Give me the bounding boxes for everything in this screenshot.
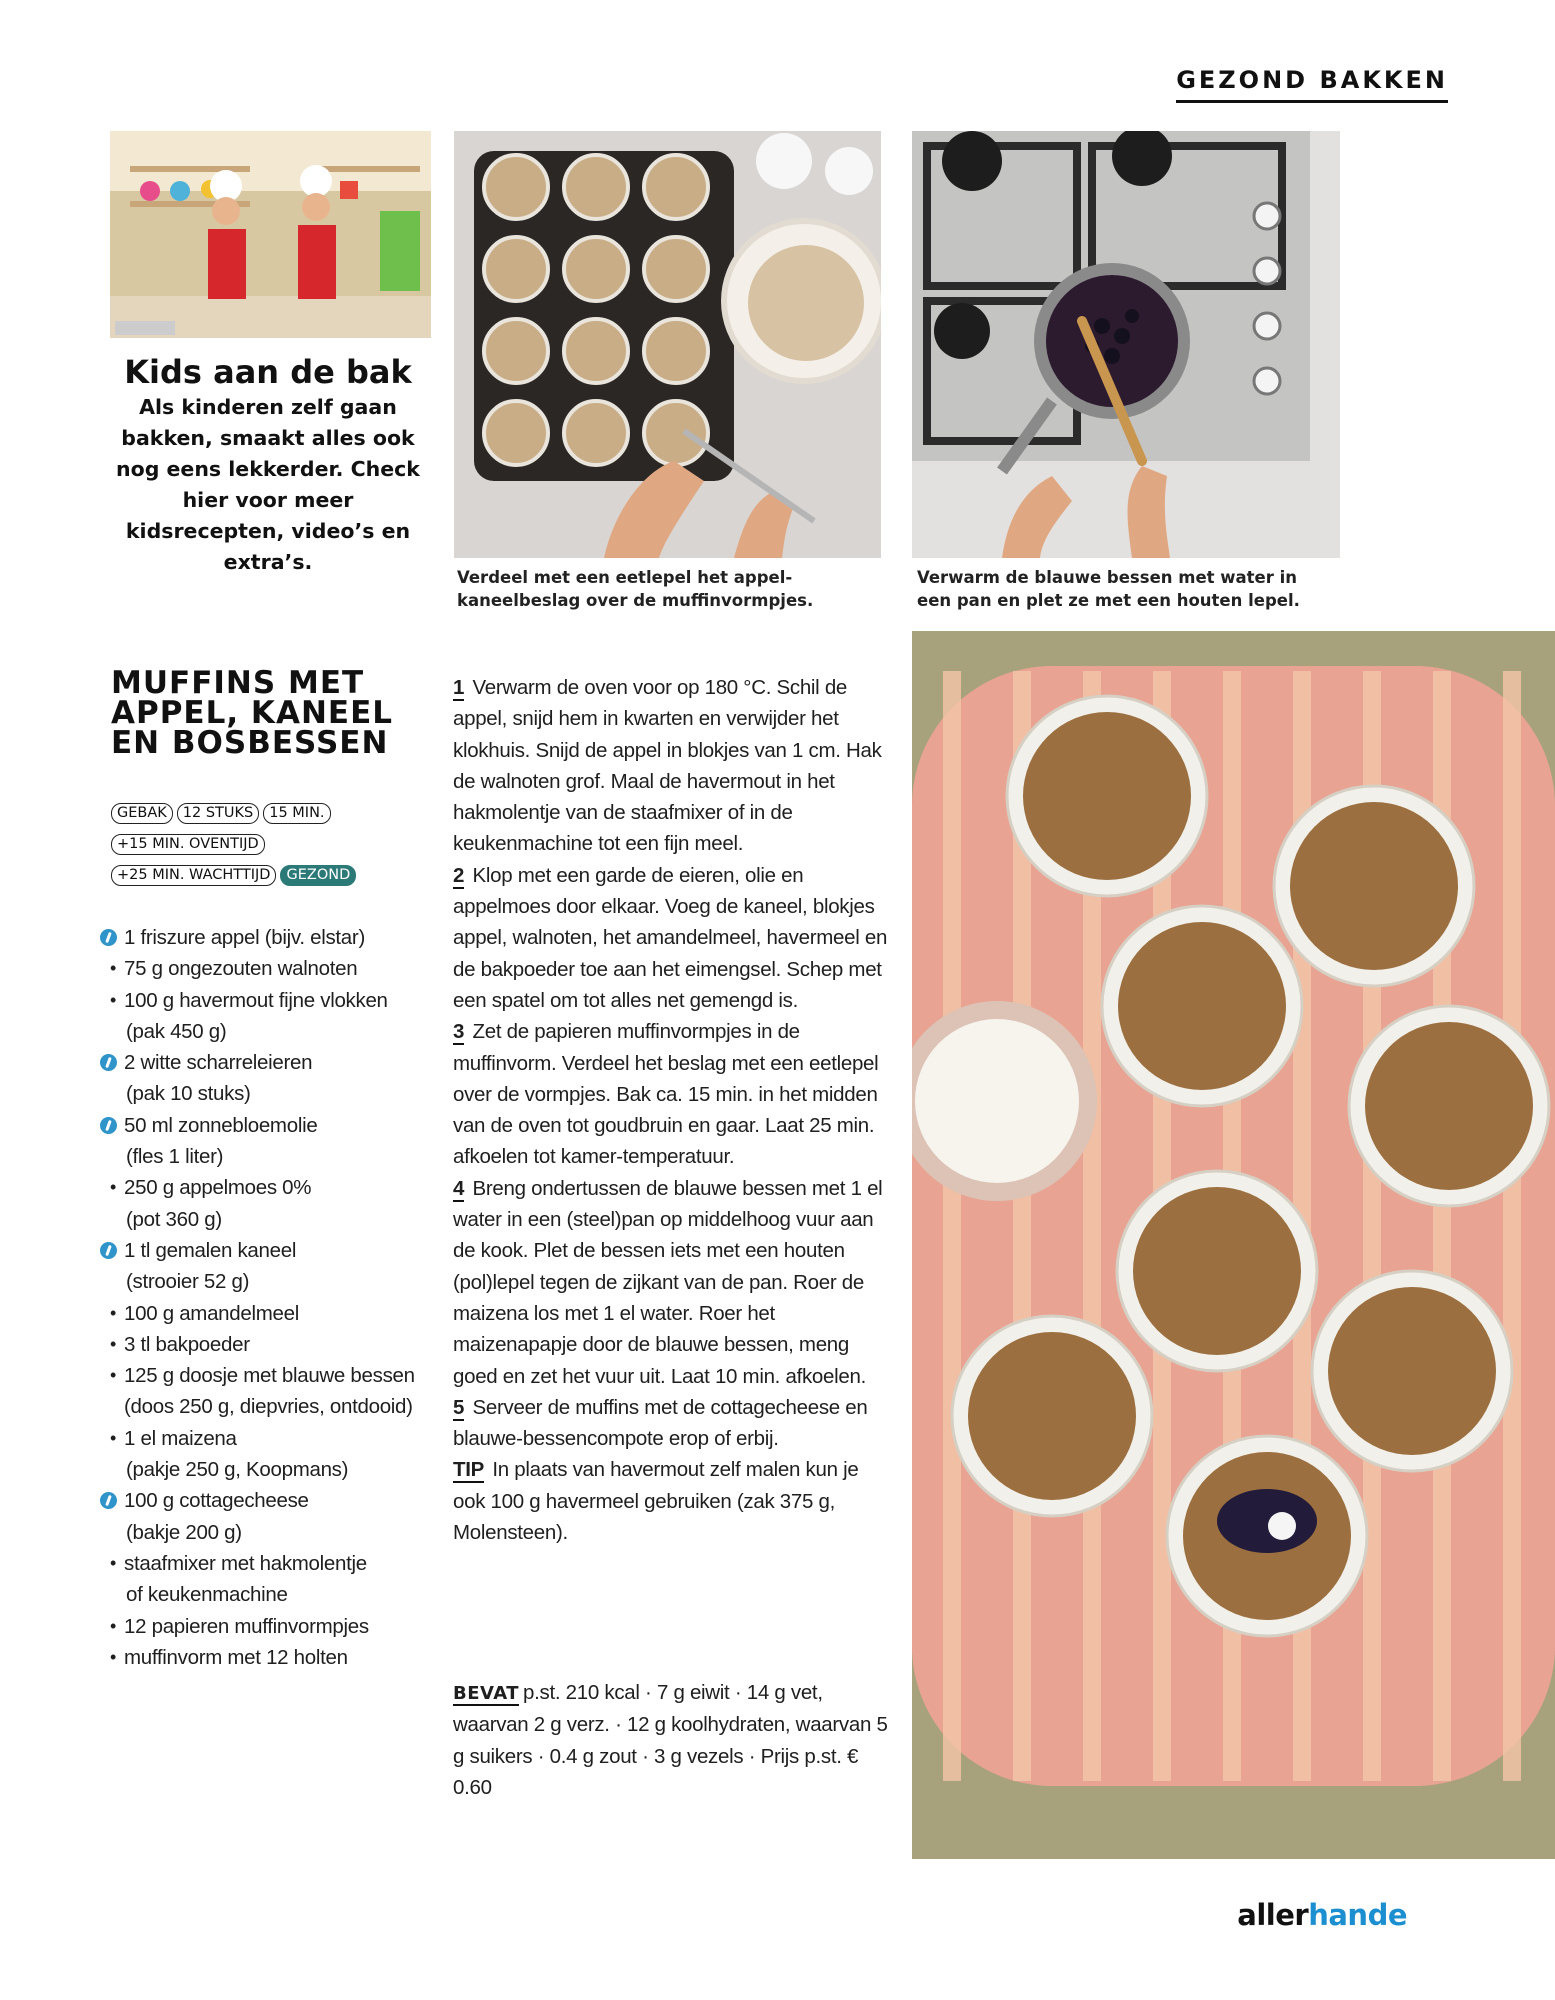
bullet-icon: • xyxy=(109,958,116,979)
step-1 xyxy=(453,672,893,860)
recipe-title: MUFFINS MET APPEL, KANEEL EN BOSBESSEN xyxy=(111,665,393,761)
ah-leaf-icon xyxy=(96,1110,120,1143)
ingredient-text: 12 papieren muffinvormpjes xyxy=(124,1614,369,1638)
bullet-icon: • xyxy=(109,1365,116,1386)
tag-category: GEBAK xyxy=(111,803,173,824)
step-text: Breng ondertussen de blauwe bessen met 1 el water in een (steel)pan op middelhoog vuur aan de kook. Plet de bessen iets met een houten (pol)lepel tegen de zijkant van de pan. Roer de maizena los met 1 el water. Roer het maizenapapje door de blauwe bessen, meng goed en zet het vuur uit. Laat 10 min. afkoelen. xyxy=(453,1176,883,1388)
ingredient-package: (pot 360 g) xyxy=(126,1207,222,1231)
ingredient-package: (pak 450 g) xyxy=(126,1019,227,1043)
tag-prep: +15 MIN. OVENTIJD xyxy=(111,834,265,855)
ingredient-package: (pak 10 stuks) xyxy=(126,1082,251,1106)
nutrition-info xyxy=(453,1677,893,1803)
step-5 xyxy=(453,1392,893,1455)
muffins-plate-image xyxy=(912,631,1555,1859)
instructions xyxy=(453,672,893,1548)
tag-row-1 xyxy=(111,798,411,829)
ingredient-package: (fles 1 liter) xyxy=(126,1145,224,1169)
ingredient-text: 1 tl gemalen kaneel xyxy=(124,1238,297,1262)
tip xyxy=(453,1454,893,1548)
bullet-icon: • xyxy=(109,1646,116,1667)
ingredient-text: 3 tl bakpoeder xyxy=(124,1332,250,1356)
bullet-icon: • xyxy=(109,1333,116,1354)
ingredient-item xyxy=(96,1642,426,1673)
step-text: Verwarm de oven voor op 180 °C. Schil de appel, snijd hem in kwarten en verwijder het klokhuis. Snijd de appel in blokjes van 1 cm. Hak de walnoten grof. Maal de havermout in het hakmolentje van de staafmixer of in de keukenmachine tot een fijn meel. xyxy=(453,676,882,856)
step-number: 2 xyxy=(453,863,465,887)
bullet-icon: • xyxy=(109,1177,116,1198)
kids-title: Kids aan de bak xyxy=(124,353,412,391)
tag-healthy: GEZOND xyxy=(280,865,356,886)
ingredient-item xyxy=(96,1611,426,1642)
step-number: 5 xyxy=(453,1395,465,1419)
step-number: 3 xyxy=(453,1020,465,1044)
step-3 xyxy=(453,1016,893,1172)
ingredient-item xyxy=(96,1235,426,1298)
ingredient-item xyxy=(96,922,426,953)
ingredient-text: 125 g doosje met blauwe bessen (doos 250 g, diepvries, ontdooid) xyxy=(124,1364,415,1419)
tag-row-2 xyxy=(111,829,411,860)
ingredient-list xyxy=(96,922,426,1673)
ingredient-text: 100 g havermout fijne vlokken xyxy=(124,988,388,1012)
step-text: Klop met een garde de eieren, olie en appelmoes door elkaar. Voeg de kaneel, blokjes appel, walnoten, het amandelmeel, havermeel en de bakpoeder toe aan het eimengsel. Schep met een spatel om tot alles net gemengd is. xyxy=(453,863,888,1012)
step-2 xyxy=(453,860,893,1016)
logo-part-2: hande xyxy=(1308,1898,1407,1932)
ingredient-item xyxy=(96,985,426,1048)
kids-text: Als kinderen zelf gaan bakken, smaakt alles ook nog eens lekkerder. Check hier voor meer kidsrecepten, video’s en extra’s. xyxy=(116,395,420,574)
tip-text: In plaats van havermout zelf malen kun je ook 100 g havermeel gebruiken (zak 375 g, Molensteen). xyxy=(453,1458,859,1545)
step-number: 1 xyxy=(453,676,465,699)
ingredient-item xyxy=(96,1360,426,1423)
ah-leaf-icon xyxy=(96,1047,120,1080)
ingredient-item xyxy=(96,953,426,984)
ingredient-package: (bakje 200 g) xyxy=(126,1520,242,1544)
step-text: Zet de papieren muffinvormpjes in de muffinvorm. Verdeel het beslag met een eetlepel over de vormpjes. Bak ca. 15 min. in het midden van de oven tot goudbruin en gaar. Laat 25 min. afkoelen tot kamer-temperatuur. xyxy=(453,1020,879,1169)
ingredient-text: 2 witte scharreleieren xyxy=(124,1051,313,1075)
ingredient-item xyxy=(96,1172,426,1235)
ingredient-package: of keukenmachine xyxy=(126,1583,288,1607)
bullet-icon: • xyxy=(109,1552,116,1573)
ingredient-item xyxy=(96,1485,426,1548)
stove-image xyxy=(912,131,1340,558)
nutrition-label: BEVAT xyxy=(453,1683,520,1704)
bullet-icon: • xyxy=(109,989,116,1010)
ingredient-text: 1 friszure appel (bijv. elstar) xyxy=(124,926,365,949)
ingredient-item xyxy=(96,1423,426,1486)
ingredient-text: 100 g cottagecheese xyxy=(124,1489,309,1513)
bullet-icon: • xyxy=(109,1302,116,1323)
step-text: Serveer de muffins met de cottagecheese en blauwe-bessencompote erop of erbij. xyxy=(453,1395,868,1451)
ingredient-item xyxy=(96,1548,426,1611)
logo-part-1: aller xyxy=(1237,1898,1309,1932)
ingredient-item xyxy=(96,1298,426,1329)
nutrition-text: p.st. 210 kcal · 7 g eiwit · 14 g vet, waarvan 2 g verz. · 12 g koolhydraten, waarvan 5 g suikers · 0.4 g zout · 3 g vezels · Prijs p.st. € 0.60 xyxy=(453,1681,888,1799)
bullet-icon: • xyxy=(109,1427,116,1448)
caption-batter: Verdeel met een eetlepel het appel-kaneelbeslag over de muffinvormpjes. xyxy=(457,568,814,610)
ingredient-text: 1 el maizena xyxy=(124,1426,237,1450)
bullet-icon: • xyxy=(109,1615,116,1636)
ah-leaf-icon xyxy=(96,1485,120,1518)
ingredient-package: (strooier 52 g) xyxy=(126,1270,250,1294)
caption-berries: Verwarm de blauwe bessen met water in een pan en plet ze met een houten lepel. xyxy=(917,568,1300,610)
ah-leaf-icon xyxy=(96,922,120,955)
tag-row-3 xyxy=(111,860,411,891)
tag-yield: 12 STUKS xyxy=(177,803,259,824)
muffin-tin-image xyxy=(454,131,881,558)
ingredient-text: 50 ml zonnebloemolie xyxy=(124,1113,318,1137)
ingredient-package: (pakje 250 g, Koopmans) xyxy=(126,1458,349,1482)
tip-label: TIP xyxy=(453,1458,484,1482)
stove-berries-photo xyxy=(912,131,1340,558)
ingredient-text: 75 g ongezouten walnoten xyxy=(124,957,358,981)
ingredient-text: 250 g appelmoes 0% xyxy=(124,1176,312,1200)
kids-video-image xyxy=(110,131,431,338)
ingredient-text: staafmixer met hakmolentje xyxy=(124,1551,367,1575)
tag-wait: +25 MIN. WACHTTIJD xyxy=(111,865,276,886)
muffin-tin-batter-photo xyxy=(454,131,881,558)
ingredient-text: 100 g amandelmeel xyxy=(124,1301,299,1325)
step-4 xyxy=(453,1173,893,1392)
ah-leaf-icon xyxy=(96,1235,120,1268)
ingredient-item xyxy=(96,1329,426,1360)
ingredient-text: muffinvorm met 12 holten xyxy=(124,1645,348,1669)
kids-video-thumbnail[interactable] xyxy=(110,131,431,338)
tag-time: 15 MIN. xyxy=(263,803,330,824)
step-number: 4 xyxy=(453,1176,465,1200)
allerhande-logo xyxy=(1237,1898,1407,1932)
ingredient-item xyxy=(96,1110,426,1173)
ingredient-item xyxy=(96,1047,426,1110)
recipe-tags xyxy=(111,798,411,891)
muffins-plate-photo xyxy=(912,631,1555,1859)
section-label: GEZOND BAKKEN xyxy=(1176,66,1448,103)
